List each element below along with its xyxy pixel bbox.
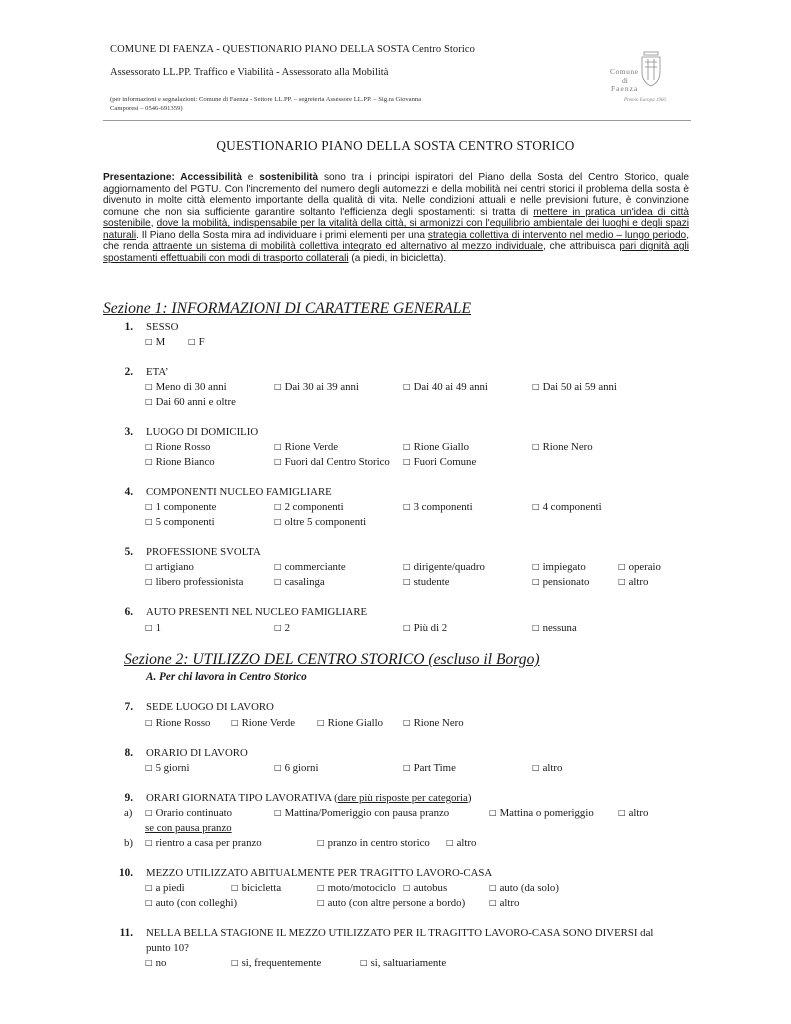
option-label: F [198,336,205,348]
option-label: Rione Verde [241,717,296,729]
option-label: moto/motociclo [327,882,396,894]
logo-word-faenza: Faenza [611,84,639,93]
presentation-text: sono tra i principi ispiratori del Piano della Sosta del Centro Storico, quale aggiornamento del PGTU. Con l'incremento del numero degli automezzi e della mobilità nei centri storici il problema della sosta è divenuto in molte città elemento importante della qualità di vita. Nelle condizioni attuali e nelle previsioni future, è convinzione comune che non sia sufficiente garantire soltanto l'efficienza degli spostamenti: si tratta di [103,172,689,218]
checkbox-icon[interactable]: □ [145,442,153,451]
presentation-label: Presentazione: [103,172,181,183]
option-checkbox[interactable] [403,501,473,513]
option-checkbox[interactable] [274,516,366,528]
presentation-underline: strategia collettiva di intervento nel medio – lungo periodo [427,229,687,241]
checkbox-icon[interactable]: □ [145,517,153,526]
checkbox-icon[interactable]: □ [274,763,282,772]
checkbox-icon[interactable]: □ [231,883,239,892]
checkbox-icon[interactable]: □ [489,808,497,817]
presentation-text: , che attribuisca [543,241,620,253]
option-checkbox[interactable] [145,501,216,513]
question-text-note: dare più risposte per categoria [337,792,468,804]
question-number: 7. [124,701,133,713]
checkbox-icon[interactable]: □ [403,763,411,772]
checkbox-icon[interactable]: □ [532,577,540,586]
checkbox-icon[interactable]: □ [188,337,196,346]
question-text: MEZZO UTILIZZATO ABITUALMENTE PER TRAGITTO LAVORO-CASA [146,867,493,879]
option-checkbox[interactable] [317,882,396,894]
question-text: AUTO PRESENTI NEL NUCLEO FAMIGLIARE [146,606,368,618]
option-checkbox[interactable] [145,622,161,634]
option-label: oltre 5 componenti [284,516,367,528]
option-label: 2 [284,622,290,634]
header-title: COMUNE DI FAENZA - QUESTIONARIO PIANO DELLA SOSTA Centro Storico [110,44,475,55]
question-number: 2. [124,366,133,378]
question-number: 5. [124,546,133,558]
option-checkbox[interactable] [145,456,215,468]
option-label: libero professionista [155,576,244,588]
presentation-underline: dove la mobilità, indispensabile per la vitalità della città, si armonizzi con l'equilibrio ambientale dei luoghi e degli spazi naturali [103,218,690,241]
option-checkbox[interactable] [274,622,290,634]
option-checkbox[interactable] [403,762,456,774]
option-label: Rione Nero [413,717,464,729]
question-text: ORARIO DI LAVORO [146,747,248,759]
checkbox-icon[interactable]: □ [532,623,540,632]
header-subtitle: Assessorato LL.PP. Traffico e Viabilità - Assessorato alla Mobilità [110,67,389,78]
section-2-title: Sezione 2: UTILIZZO DEL CENTRO STORICO (escluso il Borgo) [124,651,540,668]
option-label: no [155,957,167,969]
option-checkbox[interactable] [532,501,602,513]
checkbox-icon[interactable]: □ [145,958,153,967]
checkbox-icon[interactable]: □ [274,808,282,817]
checkbox-icon[interactable]: □ [532,502,540,511]
logo-word-comune: Comune [610,67,639,76]
checkbox-icon[interactable]: □ [317,718,325,727]
option-label: auto (con colleghi) [155,897,238,909]
option-checkbox[interactable] [446,837,476,849]
option-label: 6 giorni [284,762,319,774]
option-label: altro [628,807,649,819]
question-text: COMPONENTI NUCLEO FAMIGLIARE [146,486,332,498]
option-checkbox[interactable] [532,441,593,453]
checkbox-icon[interactable]: □ [317,898,325,907]
checkbox-icon[interactable]: □ [403,883,411,892]
option-label: 5 giorni [155,762,190,774]
checkbox-icon[interactable]: □ [274,457,282,466]
question-number: 11. [119,927,133,939]
option-checkbox[interactable] [403,381,488,393]
question-number: 3. [124,426,133,438]
option-label: si, saltuariamente [370,957,447,969]
presentation-text: , che renda [103,229,689,253]
option-checkbox[interactable] [317,897,465,909]
question-text-continued: punto 10? [146,942,189,954]
option-label: Rione Nero [542,441,593,453]
checkbox-icon[interactable]: □ [403,718,411,727]
option-label: autobus [413,882,448,894]
checkbox-icon[interactable]: □ [274,502,282,511]
option-checkbox[interactable] [274,807,449,819]
option-checkbox[interactable] [403,576,450,588]
option-label: Dai 30 ai 39 anni [284,381,359,393]
option-checkbox[interactable] [532,381,617,393]
option-label: a piedi [155,882,185,894]
checkbox-icon[interactable]: □ [403,577,411,586]
presentation-underline: pari dignità agli spostamenti effettuabili con modi di trasporto collaterali [103,241,689,264]
option-label: commerciante [284,561,346,573]
checkbox-icon[interactable]: □ [489,883,497,892]
checkbox-icon[interactable]: □ [532,562,540,571]
checkbox-icon[interactable]: □ [145,838,153,847]
checkbox-icon[interactable]: □ [145,577,153,586]
option-checkbox[interactable] [317,837,430,849]
checkbox-icon[interactable]: □ [403,442,411,451]
sub-label-a: a) [124,807,133,819]
option-label: Mattina/Pomeriggio con pausa pranzo [284,807,450,819]
option-checkbox[interactable] [145,576,243,588]
sub-label-b: b) [124,837,133,849]
option-checkbox[interactable] [317,717,383,729]
option-label: M [155,336,166,348]
comune-faenza-logo [598,50,682,108]
question-number: 9. [124,792,133,804]
option-checkbox[interactable] [274,576,325,588]
option-label: pensionato [542,576,590,588]
option-checkbox[interactable] [231,717,295,729]
option-label: artigiano [155,561,194,573]
checkbox-icon[interactable]: □ [532,763,540,772]
option-checkbox[interactable] [145,717,210,729]
presentation-bold-2: sostenibilità [259,172,319,183]
option-label: 2 componenti [284,501,344,513]
checkbox-icon[interactable]: □ [274,517,282,526]
option-label: si, frequentemente [241,957,322,969]
option-checkbox[interactable] [403,561,485,573]
option-label: Part Time [413,762,456,774]
option-label: Dai 40 ai 49 anni [413,381,488,393]
option-checkbox[interactable] [489,897,519,909]
option-checkbox[interactable] [489,807,594,819]
presentation-bold-1: Accessibilità [180,172,242,183]
option-checkbox[interactable] [231,882,281,894]
option-checkbox[interactable] [145,336,165,348]
option-label: Rione Giallo [327,717,384,729]
option-label: nessuna [542,622,577,634]
question-text-main: ORARI GIORNATA TIPO LAVORATIVA ( [146,792,338,804]
option-label: Rione Rosso [155,441,211,453]
presentation-text: . Il Piano della Sosta mira ad individuare i primi elementi per una [136,229,428,241]
option-checkbox[interactable] [532,762,562,774]
question-number: 10. [119,867,133,879]
option-checkbox[interactable] [274,381,359,393]
option-label: altro [542,762,563,774]
checkbox-icon[interactable]: □ [360,958,368,967]
checkbox-icon[interactable]: □ [317,838,325,847]
checkbox-icon[interactable]: □ [317,883,325,892]
checkbox-icon[interactable]: □ [446,838,454,847]
option-label: auto (con altre persone a bordo) [327,897,466,909]
option-label: 3 componenti [413,501,473,513]
checkbox-icon[interactable]: □ [145,718,153,727]
checkbox-icon[interactable]: □ [145,397,153,406]
question-number: 8. [124,747,133,759]
checkbox-icon[interactable]: □ [145,623,153,632]
checkbox-icon[interactable]: □ [403,382,411,391]
checkbox-icon[interactable]: □ [403,562,411,571]
option-checkbox[interactable] [188,336,205,348]
question-text [146,792,471,804]
document-title: QUESTIONARIO PIANO DELLA SOSTA CENTRO STORICO [216,138,575,153]
option-label: operaio [628,561,661,573]
checkbox-icon[interactable]: □ [145,457,153,466]
presentation-underline: attraente un sistema di mobilità collettiva integrato ed alternativo al mezzo individuale [152,241,544,253]
option-label: 1 [155,622,161,634]
option-label: pranzo in centro storico [327,837,430,849]
question-text-end: ) [467,792,472,804]
option-label: Orario continuato [155,807,233,819]
checkbox-icon[interactable]: □ [145,562,153,571]
option-label: 5 componenti [155,516,215,528]
option-checkbox[interactable] [532,576,589,588]
checkbox-icon[interactable]: □ [145,382,153,391]
option-checkbox[interactable] [145,957,166,969]
option-checkbox[interactable] [274,501,344,513]
checkbox-icon[interactable]: □ [532,382,540,391]
question-text: LUOGO DI DOMICILIO [146,426,259,438]
option-checkbox[interactable] [274,456,390,468]
option-checkbox[interactable] [145,396,236,408]
question-text: ETA’ [146,366,169,378]
option-checkbox[interactable] [618,807,648,819]
checkbox-icon[interactable]: □ [403,457,411,466]
option-checkbox[interactable] [532,561,586,573]
question-text: PROFESSIONE SVOLTA [146,546,261,558]
option-label: Fuori dal Centro Storico [284,456,390,468]
option-label: altro [499,897,520,909]
option-label: Meno di 30 anni [155,381,227,393]
option-label: casalinga [284,576,325,588]
option-label: 1 componente [155,501,217,513]
section-2-subtitle: A. Per chi lavora in Centro Storico [146,671,307,683]
option-label: Rione Bianco [155,456,215,468]
option-checkbox[interactable] [360,957,446,969]
option-checkbox[interactable] [274,762,318,774]
option-label: Mattina o pomeriggio [499,807,594,819]
checkbox-icon[interactable]: □ [145,898,153,907]
header-contact-info: (per informazioni e segnalazioni: Comune di Faenza - Settore LL.PP. – segreteria Assessore LL.PP. – Sig.ra Giovanna Camporesi – 0546-691359) [110,96,422,112]
checkbox-icon[interactable]: □ [618,577,626,586]
question-number: 4. [124,486,133,498]
checkbox-icon[interactable]: □ [489,898,497,907]
checkbox-icon[interactable]: □ [145,763,153,772]
checkbox-icon[interactable]: □ [231,718,239,727]
presentation-text: (a piedi, in bicicletta). [348,252,447,264]
option-checkbox[interactable] [145,882,185,894]
checkbox-icon[interactable]: □ [274,382,282,391]
option-checkbox[interactable] [145,807,232,819]
checkbox-icon[interactable]: □ [274,577,282,586]
option-label: 4 componenti [542,501,602,513]
checkbox-icon[interactable]: □ [274,562,282,571]
option-label: Fuori Comune [413,456,477,468]
question-text: SESSO [146,321,179,333]
presentation-text: e [241,172,260,183]
checkbox-icon[interactable]: □ [145,502,153,511]
option-label: auto (da solo) [499,882,559,894]
option-label: altro [628,576,649,588]
option-checkbox[interactable] [231,957,321,969]
presentation-underline: mettere in pratica un'idea di città sostenibile [103,206,690,230]
question-number: 1. [124,321,133,333]
sub-note: se con pausa pranzo [145,822,232,834]
option-checkbox[interactable] [145,381,227,393]
option-label: rientro a casa per pranzo [155,837,262,849]
option-checkbox[interactable] [145,762,189,774]
checkbox-icon[interactable]: □ [145,883,153,892]
presentation-paragraph [103,172,689,264]
option-label: Rione Verde [284,441,339,453]
option-label: studente [413,576,450,588]
option-checkbox[interactable] [274,441,338,453]
option-checkbox[interactable] [145,837,262,849]
option-checkbox[interactable] [145,516,215,528]
presentation-text: , [150,218,157,230]
question-text: SEDE LUOGO DI LAVORO [146,701,274,713]
checkbox-icon[interactable]: □ [231,958,239,967]
option-label: Più di 2 [413,622,448,634]
option-checkbox[interactable] [489,882,559,894]
option-checkbox[interactable] [403,456,476,468]
checkbox-icon[interactable]: □ [403,502,411,511]
option-label: altro [456,837,477,849]
option-checkbox[interactable] [403,717,464,729]
option-label: impiegato [542,561,586,573]
option-checkbox[interactable] [145,897,237,909]
option-label: Dai 60 anni e oltre [155,396,236,408]
option-checkbox[interactable] [403,441,469,453]
header-divider [103,120,691,121]
section-1-title: Sezione 1: INFORMAZIONI DI CARATTERE GENERALE [103,300,471,317]
option-label: Rione Rosso [155,717,211,729]
option-checkbox[interactable] [403,882,447,894]
option-checkbox[interactable] [532,622,577,634]
checkbox-icon[interactable]: □ [618,808,626,817]
logo-word-di: di [622,76,628,85]
checkbox-icon[interactable]: □ [145,808,153,817]
option-checkbox[interactable] [403,622,447,634]
option-checkbox[interactable] [145,561,194,573]
checkbox-icon[interactable]: □ [532,442,540,451]
option-checkbox[interactable] [145,441,210,453]
question-text: NELLA BELLA STAGIONE IL MEZZO UTILIZZATO PER IL TRAGITTO LAVORO-CASA SONO DIVERSI dal [146,927,654,939]
option-checkbox[interactable] [618,561,661,573]
option-checkbox[interactable] [274,561,346,573]
checkbox-icon[interactable]: □ [274,442,282,451]
question-number: 6. [124,606,133,618]
option-label: Rione Giallo [413,441,470,453]
checkbox-icon[interactable]: □ [274,623,282,632]
option-label: Dai 50 ai 59 anni [542,381,617,393]
checkbox-icon[interactable]: □ [618,562,626,571]
option-checkbox[interactable] [618,576,648,588]
option-label: dirigente/quadro [413,561,485,573]
checkbox-icon[interactable]: □ [403,623,411,632]
logo-tagline: Premio Europa 1966 [624,98,666,103]
checkbox-icon[interactable]: □ [145,337,153,346]
option-label: bicicletta [241,882,282,894]
